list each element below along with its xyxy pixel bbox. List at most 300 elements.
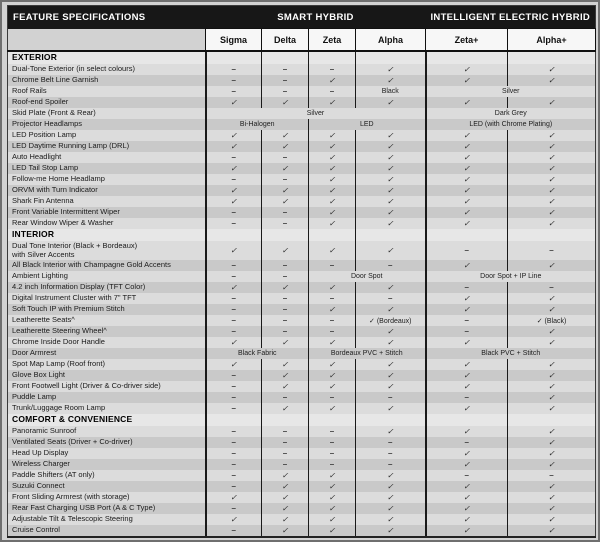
dash-icon: – xyxy=(356,260,426,271)
feature-name xyxy=(8,337,206,348)
variant-header-alpha: Alpha xyxy=(356,29,426,52)
dash-icon: – xyxy=(262,304,309,315)
feature-label: 4.2 inch Information Display (TFT Color) xyxy=(12,282,146,292)
feature-name xyxy=(8,119,206,130)
feature-name xyxy=(8,359,206,370)
feature-name xyxy=(8,174,206,185)
section-header: EXTERIOR xyxy=(12,52,58,63)
section-header-cell xyxy=(206,51,262,64)
feature-label: Suzuki Connect xyxy=(12,481,65,491)
check-icon: ✓ xyxy=(309,130,356,141)
dash-icon: – xyxy=(206,152,262,163)
section-header-cell xyxy=(262,51,309,64)
check-icon: ✓ xyxy=(309,525,356,537)
feature-name xyxy=(8,370,206,381)
check-icon: ✓ xyxy=(356,75,426,86)
group-header-smart-hybrid: SMART HYBRID xyxy=(206,6,426,29)
check-icon: ✓ xyxy=(309,381,356,392)
check-icon: ✓ xyxy=(508,152,596,163)
dash-icon: – xyxy=(206,470,262,481)
dash-icon: – xyxy=(206,392,262,403)
dash-icon: – xyxy=(309,260,356,271)
feature-row xyxy=(8,86,596,97)
dash-icon: – xyxy=(262,392,309,403)
spec-text-cell: Black PVC + Stitch xyxy=(426,348,596,359)
dash-icon: – xyxy=(262,64,309,75)
feature-name xyxy=(8,448,206,459)
feature-name xyxy=(8,426,206,437)
dash-icon: – xyxy=(262,260,309,271)
check-icon: ✓ xyxy=(262,185,309,196)
feature-row xyxy=(8,348,596,359)
feature-row xyxy=(8,525,596,537)
spec-text-cell: ✓ (Bordeaux) xyxy=(356,315,426,326)
feature-label: Front Variable Intermittent Wiper xyxy=(12,207,120,217)
check-icon: ✓ xyxy=(426,196,508,207)
check-icon: ✓ xyxy=(356,326,426,337)
feature-name xyxy=(8,437,206,448)
dash-icon: – xyxy=(206,403,262,414)
feature-label: Ventilated Seats (Driver + Co-driver) xyxy=(12,437,133,447)
feature-name xyxy=(8,492,206,503)
dash-icon: – xyxy=(206,459,262,470)
dash-icon: – xyxy=(262,174,309,185)
spec-text-cell: LED (with Chrome Plating) xyxy=(426,119,596,130)
check-icon: ✓ xyxy=(426,152,508,163)
feature-row xyxy=(8,130,596,141)
feature-row xyxy=(8,448,596,459)
check-icon: ✓ xyxy=(262,337,309,348)
check-icon: ✓ xyxy=(356,503,426,514)
variant-header-sigma: Sigma xyxy=(206,29,262,52)
feature-row xyxy=(8,152,596,163)
section-header-cell xyxy=(356,414,426,426)
feature-label: Puddle Lamp xyxy=(12,392,57,402)
check-icon: ✓ xyxy=(426,359,508,370)
check-icon: ✓ xyxy=(356,337,426,348)
feature-name xyxy=(8,218,206,229)
check-icon: ✓ xyxy=(508,304,596,315)
feature-label: Paddle Shifters (AT only) xyxy=(12,470,95,480)
check-icon: ✓ xyxy=(309,481,356,492)
feature-label: Glove Box Light xyxy=(12,370,65,380)
section-header-cell xyxy=(356,51,426,64)
feature-label: LED Daytime Running Lamp (DRL) xyxy=(12,141,130,151)
feature-row xyxy=(8,370,596,381)
feature-name xyxy=(8,514,206,525)
check-icon: ✓ xyxy=(426,218,508,229)
feature-name xyxy=(8,326,206,337)
feature-name xyxy=(8,141,206,152)
feature-row xyxy=(8,426,596,437)
feature-row xyxy=(8,260,596,271)
dash-icon: – xyxy=(508,470,596,481)
spec-text-cell: Door Spot xyxy=(309,271,426,282)
feature-label: Follow-me Home Headlamp xyxy=(12,174,105,184)
feature-label: Spot Map Lamp (Roof front) xyxy=(12,359,105,369)
dash-icon: – xyxy=(262,271,309,282)
check-icon: ✓ xyxy=(309,207,356,218)
check-icon: ✓ xyxy=(262,470,309,481)
feature-name xyxy=(8,315,206,326)
check-icon: ✓ xyxy=(309,141,356,152)
variant-header-alpha: Alpha+ xyxy=(508,29,596,52)
section-header-cell xyxy=(309,229,356,241)
dash-icon: – xyxy=(206,218,262,229)
section-header-cell xyxy=(356,229,426,241)
dash-icon: – xyxy=(206,370,262,381)
spec-text-cell: Bi-Halogen xyxy=(206,119,309,130)
spec-text-cell: LED xyxy=(309,119,426,130)
dash-icon: – xyxy=(508,282,596,293)
check-icon: ✓ xyxy=(508,185,596,196)
check-icon: ✓ xyxy=(356,304,426,315)
check-icon: ✓ xyxy=(426,403,508,414)
feature-name xyxy=(8,392,206,403)
feature-name xyxy=(8,97,206,108)
check-icon: ✓ xyxy=(508,492,596,503)
check-icon: ✓ xyxy=(309,152,356,163)
check-icon: ✓ xyxy=(426,503,508,514)
section-header-cell xyxy=(426,229,508,241)
feature-name xyxy=(8,481,206,492)
feature-name xyxy=(8,185,206,196)
feature-label: Leatherette Seats^ xyxy=(12,315,75,325)
dash-icon: – xyxy=(309,426,356,437)
check-icon: ✓ xyxy=(309,75,356,86)
feature-name xyxy=(8,108,206,119)
spec-text-cell: Door Spot + IP Line xyxy=(426,271,596,282)
feature-name xyxy=(8,470,206,481)
check-icon: ✓ xyxy=(309,97,356,108)
check-icon: ✓ xyxy=(426,514,508,525)
check-icon: ✓ xyxy=(426,448,508,459)
check-icon: ✓ xyxy=(356,359,426,370)
check-icon: ✓ xyxy=(508,403,596,414)
feature-label-line2: with Silver Accents xyxy=(12,249,75,259)
section-row-comfort-convenience xyxy=(8,414,596,426)
section-header-cell xyxy=(262,414,309,426)
dash-icon: – xyxy=(262,75,309,86)
dash-icon: – xyxy=(262,448,309,459)
feature-label: ORVM with Turn Indicator xyxy=(12,185,98,195)
dash-icon: – xyxy=(426,326,508,337)
table-title: FEATURE SPECIFICATIONS xyxy=(8,6,206,29)
check-icon: ✓ xyxy=(426,185,508,196)
feature-name xyxy=(8,207,206,218)
dash-icon: – xyxy=(206,86,262,97)
dash-icon: – xyxy=(262,426,309,437)
dash-icon: – xyxy=(262,459,309,470)
feature-row xyxy=(8,326,596,337)
check-icon: ✓ xyxy=(309,282,356,293)
check-icon: ✓ xyxy=(508,503,596,514)
check-icon: ✓ xyxy=(206,196,262,207)
check-icon: ✓ xyxy=(262,381,309,392)
check-icon: ✓ xyxy=(309,185,356,196)
check-icon: ✓ xyxy=(356,282,426,293)
dash-icon: – xyxy=(206,426,262,437)
check-icon: ✓ xyxy=(508,459,596,470)
check-icon: ✓ xyxy=(262,514,309,525)
feature-name xyxy=(8,260,206,271)
check-icon: ✓ xyxy=(426,141,508,152)
check-icon: ✓ xyxy=(508,196,596,207)
check-icon: ✓ xyxy=(356,152,426,163)
feature-name xyxy=(8,459,206,470)
section-header: INTERIOR xyxy=(12,229,55,240)
dash-icon: – xyxy=(262,326,309,337)
feature-label: Soft Touch IP with Premium Stitch xyxy=(12,304,125,314)
feature-row xyxy=(8,437,596,448)
section-header-cell xyxy=(426,51,508,64)
feature-name xyxy=(8,403,206,414)
check-icon: ✓ xyxy=(426,525,508,537)
check-icon: ✓ xyxy=(356,381,426,392)
dash-icon: – xyxy=(206,207,262,218)
feature-row xyxy=(8,282,596,293)
section-header-cell xyxy=(309,51,356,64)
check-icon: ✓ xyxy=(356,481,426,492)
check-icon: ✓ xyxy=(508,260,596,271)
feature-row xyxy=(8,119,596,130)
check-icon: ✓ xyxy=(309,304,356,315)
check-icon: ✓ xyxy=(206,241,262,260)
variant-header-zeta: Zeta xyxy=(309,29,356,52)
check-icon: ✓ xyxy=(426,97,508,108)
check-icon: ✓ xyxy=(262,97,309,108)
dash-icon: – xyxy=(356,293,426,304)
check-icon: ✓ xyxy=(426,381,508,392)
check-icon: ✓ xyxy=(309,218,356,229)
feature-row xyxy=(8,381,596,392)
spec-text-cell: Black xyxy=(356,86,426,97)
check-icon: ✓ xyxy=(206,163,262,174)
feature-row xyxy=(8,459,596,470)
section-row-exterior xyxy=(8,51,596,64)
check-icon: ✓ xyxy=(309,359,356,370)
feature-label: Roof Rails xyxy=(12,86,47,96)
feature-row xyxy=(8,196,596,207)
dash-icon: – xyxy=(206,448,262,459)
feature-row xyxy=(8,64,596,75)
feature-name xyxy=(8,271,206,282)
check-icon: ✓ xyxy=(508,437,596,448)
feature-label: Skid Plate (Front & Rear) xyxy=(12,108,96,118)
check-icon: ✓ xyxy=(206,337,262,348)
feature-row xyxy=(8,97,596,108)
check-icon: ✓ xyxy=(426,304,508,315)
check-icon: ✓ xyxy=(309,241,356,260)
section-header-cell xyxy=(262,229,309,241)
feature-label: Cruise Control xyxy=(12,525,60,535)
spec-text-cell: Silver xyxy=(426,86,596,97)
check-icon: ✓ xyxy=(262,130,309,141)
feature-label: Front Sliding Armrest (with storage) xyxy=(12,492,130,502)
check-icon: ✓ xyxy=(262,282,309,293)
check-icon: ✓ xyxy=(508,392,596,403)
dash-icon: – xyxy=(262,315,309,326)
feature-row xyxy=(8,141,596,152)
table-body xyxy=(8,51,596,537)
check-icon: ✓ xyxy=(356,185,426,196)
feature-label: Rear Window Wiper & Washer xyxy=(12,218,114,228)
section-header-cell xyxy=(206,414,262,426)
feature-row xyxy=(8,304,596,315)
check-icon: ✓ xyxy=(508,163,596,174)
check-icon: ✓ xyxy=(356,141,426,152)
check-icon: ✓ xyxy=(206,97,262,108)
dash-icon: – xyxy=(309,326,356,337)
dash-icon: – xyxy=(426,315,508,326)
check-icon: ✓ xyxy=(508,75,596,86)
check-icon: ✓ xyxy=(508,448,596,459)
check-icon: ✓ xyxy=(426,260,508,271)
section-row-interior xyxy=(8,229,596,241)
check-icon: ✓ xyxy=(426,370,508,381)
feature-label: Dual-Tone Exterior (in select colours) xyxy=(12,64,135,74)
check-icon: ✓ xyxy=(262,481,309,492)
feature-name xyxy=(8,381,206,392)
dash-icon: – xyxy=(206,260,262,271)
table-header xyxy=(8,6,596,52)
dash-icon: – xyxy=(206,437,262,448)
dash-icon: – xyxy=(356,448,426,459)
check-icon: ✓ xyxy=(309,174,356,185)
dash-icon: – xyxy=(206,174,262,185)
group-header-intelligent-electric-hybrid: INTELLIGENT ELECTRIC HYBRID xyxy=(426,6,596,29)
feature-label: Ambient Lighting xyxy=(12,271,68,281)
dash-icon: – xyxy=(206,326,262,337)
check-icon: ✓ xyxy=(508,359,596,370)
check-icon: ✓ xyxy=(508,174,596,185)
feature-row xyxy=(8,470,596,481)
dash-icon: – xyxy=(206,75,262,86)
feature-row xyxy=(8,218,596,229)
feature-name xyxy=(8,348,206,359)
feature-name xyxy=(8,64,206,75)
dash-icon: – xyxy=(262,218,309,229)
feature-label: Rear Fast Charging USB Port (A & C Type) xyxy=(12,503,156,513)
check-icon: ✓ xyxy=(206,492,262,503)
dash-icon: – xyxy=(426,437,508,448)
dash-icon: – xyxy=(206,304,262,315)
feature-row xyxy=(8,481,596,492)
feature-label: Panoramic Sunroof xyxy=(12,426,77,436)
check-icon: ✓ xyxy=(356,470,426,481)
feature-row xyxy=(8,359,596,370)
dash-icon: – xyxy=(426,392,508,403)
dash-icon: – xyxy=(508,241,596,260)
dash-icon: – xyxy=(426,241,508,260)
check-icon: ✓ xyxy=(508,218,596,229)
dash-icon: – xyxy=(262,293,309,304)
check-icon: ✓ xyxy=(356,207,426,218)
dash-icon: – xyxy=(262,437,309,448)
feature-name xyxy=(8,152,206,163)
check-icon: ✓ xyxy=(356,174,426,185)
dash-icon: – xyxy=(206,315,262,326)
check-icon: ✓ xyxy=(356,64,426,75)
feature-label: LED Position Lamp xyxy=(12,130,77,140)
check-icon: ✓ xyxy=(262,141,309,152)
feature-row xyxy=(8,174,596,185)
check-icon: ✓ xyxy=(356,514,426,525)
check-icon: ✓ xyxy=(206,130,262,141)
feature-row xyxy=(8,271,596,282)
check-icon: ✓ xyxy=(262,359,309,370)
dash-icon: – xyxy=(206,481,262,492)
check-icon: ✓ xyxy=(309,470,356,481)
check-icon: ✓ xyxy=(309,514,356,525)
check-icon: ✓ xyxy=(206,359,262,370)
dash-icon: – xyxy=(309,64,356,75)
dash-icon: – xyxy=(356,459,426,470)
section-header-cell xyxy=(309,414,356,426)
dash-icon: – xyxy=(206,503,262,514)
check-icon: ✓ xyxy=(508,141,596,152)
variant-header-delta: Delta xyxy=(262,29,309,52)
check-icon: ✓ xyxy=(262,196,309,207)
feature-row xyxy=(8,514,596,525)
dash-icon: – xyxy=(356,437,426,448)
feature-label: Chrome Belt Line Garnish xyxy=(12,75,99,85)
check-icon: ✓ xyxy=(426,130,508,141)
variant-header-zeta: Zeta+ xyxy=(426,29,508,52)
dash-icon: – xyxy=(309,459,356,470)
check-icon: ✓ xyxy=(206,141,262,152)
check-icon: ✓ xyxy=(356,492,426,503)
check-icon: ✓ xyxy=(262,163,309,174)
check-icon: ✓ xyxy=(356,525,426,537)
feature-name xyxy=(8,304,206,315)
feature-name xyxy=(8,293,206,304)
feature-name xyxy=(8,525,206,537)
feature-name xyxy=(8,86,206,97)
check-icon: ✓ xyxy=(206,185,262,196)
feature-name xyxy=(8,130,206,141)
feature-label: Door Armrest xyxy=(12,348,57,358)
feature-row xyxy=(8,75,596,86)
dash-icon: – xyxy=(426,470,508,481)
dash-icon: – xyxy=(206,293,262,304)
feature-label: Trunk/Luggage Room Lamp xyxy=(12,403,106,413)
check-icon: ✓ xyxy=(356,370,426,381)
feature-label: LED Tail Stop Lamp xyxy=(12,163,79,173)
dash-icon: – xyxy=(206,64,262,75)
check-icon: ✓ xyxy=(309,196,356,207)
check-icon: ✓ xyxy=(262,370,309,381)
blank-corner-cell xyxy=(8,29,206,52)
check-icon: ✓ xyxy=(206,282,262,293)
check-icon: ✓ xyxy=(508,481,596,492)
feature-row xyxy=(8,337,596,348)
feature-row xyxy=(8,185,596,196)
feature-name xyxy=(8,241,206,260)
feature-spec-table xyxy=(7,5,596,538)
feature-label: Projector Headlamps xyxy=(12,119,83,129)
check-icon: ✓ xyxy=(426,481,508,492)
check-icon: ✓ xyxy=(426,207,508,218)
section-header-cell xyxy=(206,229,262,241)
dash-icon: – xyxy=(356,392,426,403)
feature-row xyxy=(8,293,596,304)
spec-text-cell: Bordeaux PVC + Stitch xyxy=(309,348,426,359)
check-icon: ✓ xyxy=(262,525,309,537)
check-icon: ✓ xyxy=(426,492,508,503)
check-icon: ✓ xyxy=(508,514,596,525)
dash-icon: – xyxy=(262,207,309,218)
